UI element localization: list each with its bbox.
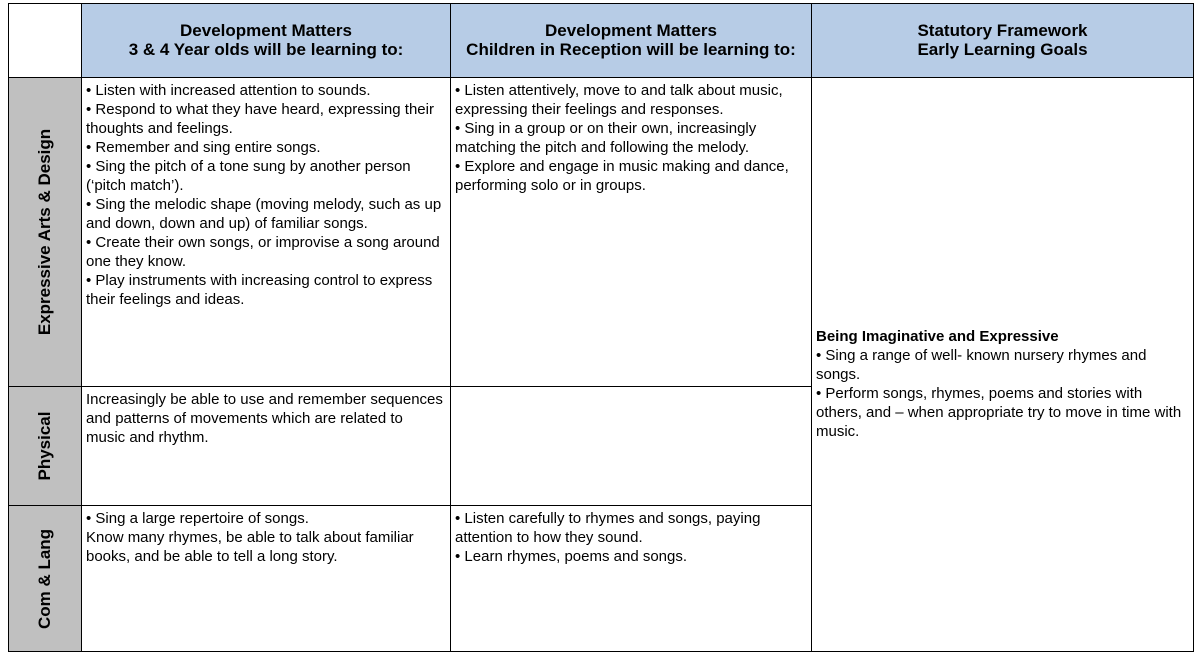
row-label: Com & Lang [35, 528, 54, 629]
row-expressive-arts [9, 77, 1194, 386]
cell-text: Increasingly be able to use and remember sequences and patterns of movements which are related to music and rhythm. [86, 391, 443, 447]
row-header-expressive-arts [9, 77, 82, 386]
cell-reception-expressive-arts [451, 77, 812, 386]
row-header-physical [9, 387, 82, 506]
cell-3-4-com-lang [82, 506, 451, 652]
header-reception [451, 4, 812, 78]
header-line: Development Matters [180, 21, 352, 41]
cell-text: • Listen attentively, move to and talk about music, expressing their feelings and responses. • Sing in a group or on their own, increasingly matching the pitch and following the melody. • Explore and engage in music making and dance, performing solo or in groups. [455, 81, 789, 194]
header-3-4-year-olds [82, 4, 451, 78]
header-line: 3 & 4 Year olds will be learning to: [128, 40, 404, 60]
header-early-learning-goals [812, 4, 1194, 78]
cell-reception-com-lang [451, 506, 812, 652]
cell-text: • Listen with increased attention to sounds. • Respond to what they have heard, expressing their thoughts and feelings. • Remember and sing entire songs. • Sing the pitch of a tone sung by another person (‘pitch match’). • Sing the melodic shape (moving melody, such as up and down, down and up) of familiar songs. • Create their own songs, or improvise a song around one they know. • Play instruments with increasing control to express their feelings and ideas. [86, 81, 442, 308]
cell-text: • Listen carefully to rhymes and songs, paying attention to how they sound. • Learn rhymes, poems and songs. [455, 510, 761, 566]
header-line: Early Learning Goals [917, 40, 1088, 60]
row-header-com-lang [9, 506, 82, 652]
cell-text: • Sing a large repertoire of songs. Know many rhymes, be able to talk about familiar books, and be able to tell a long story. [86, 510, 414, 566]
corner-cell [9, 4, 82, 78]
goal-text: • Sing a range of well- known nursery rhymes and songs. • Perform songs, rhymes, poems and stories with others, and – when appropriate try to move in time with music. [816, 346, 1182, 440]
header-row [9, 4, 1194, 78]
cell-3-4-physical [82, 387, 451, 506]
early-years-music-table [8, 3, 1194, 652]
header-line: Development Matters [545, 21, 717, 41]
cell-3-4-expressive-arts [82, 77, 451, 386]
header-line: Statutory Framework [917, 21, 1088, 41]
cell-reception-physical [451, 387, 812, 506]
row-label: Expressive Arts & Design [35, 128, 54, 336]
cell-early-learning-goals [812, 77, 1194, 651]
row-label: Physical [35, 411, 54, 481]
goal-title: Being Imaginative and Expressive [816, 327, 1059, 345]
header-line: Children in Reception will be learning to: [466, 40, 796, 60]
